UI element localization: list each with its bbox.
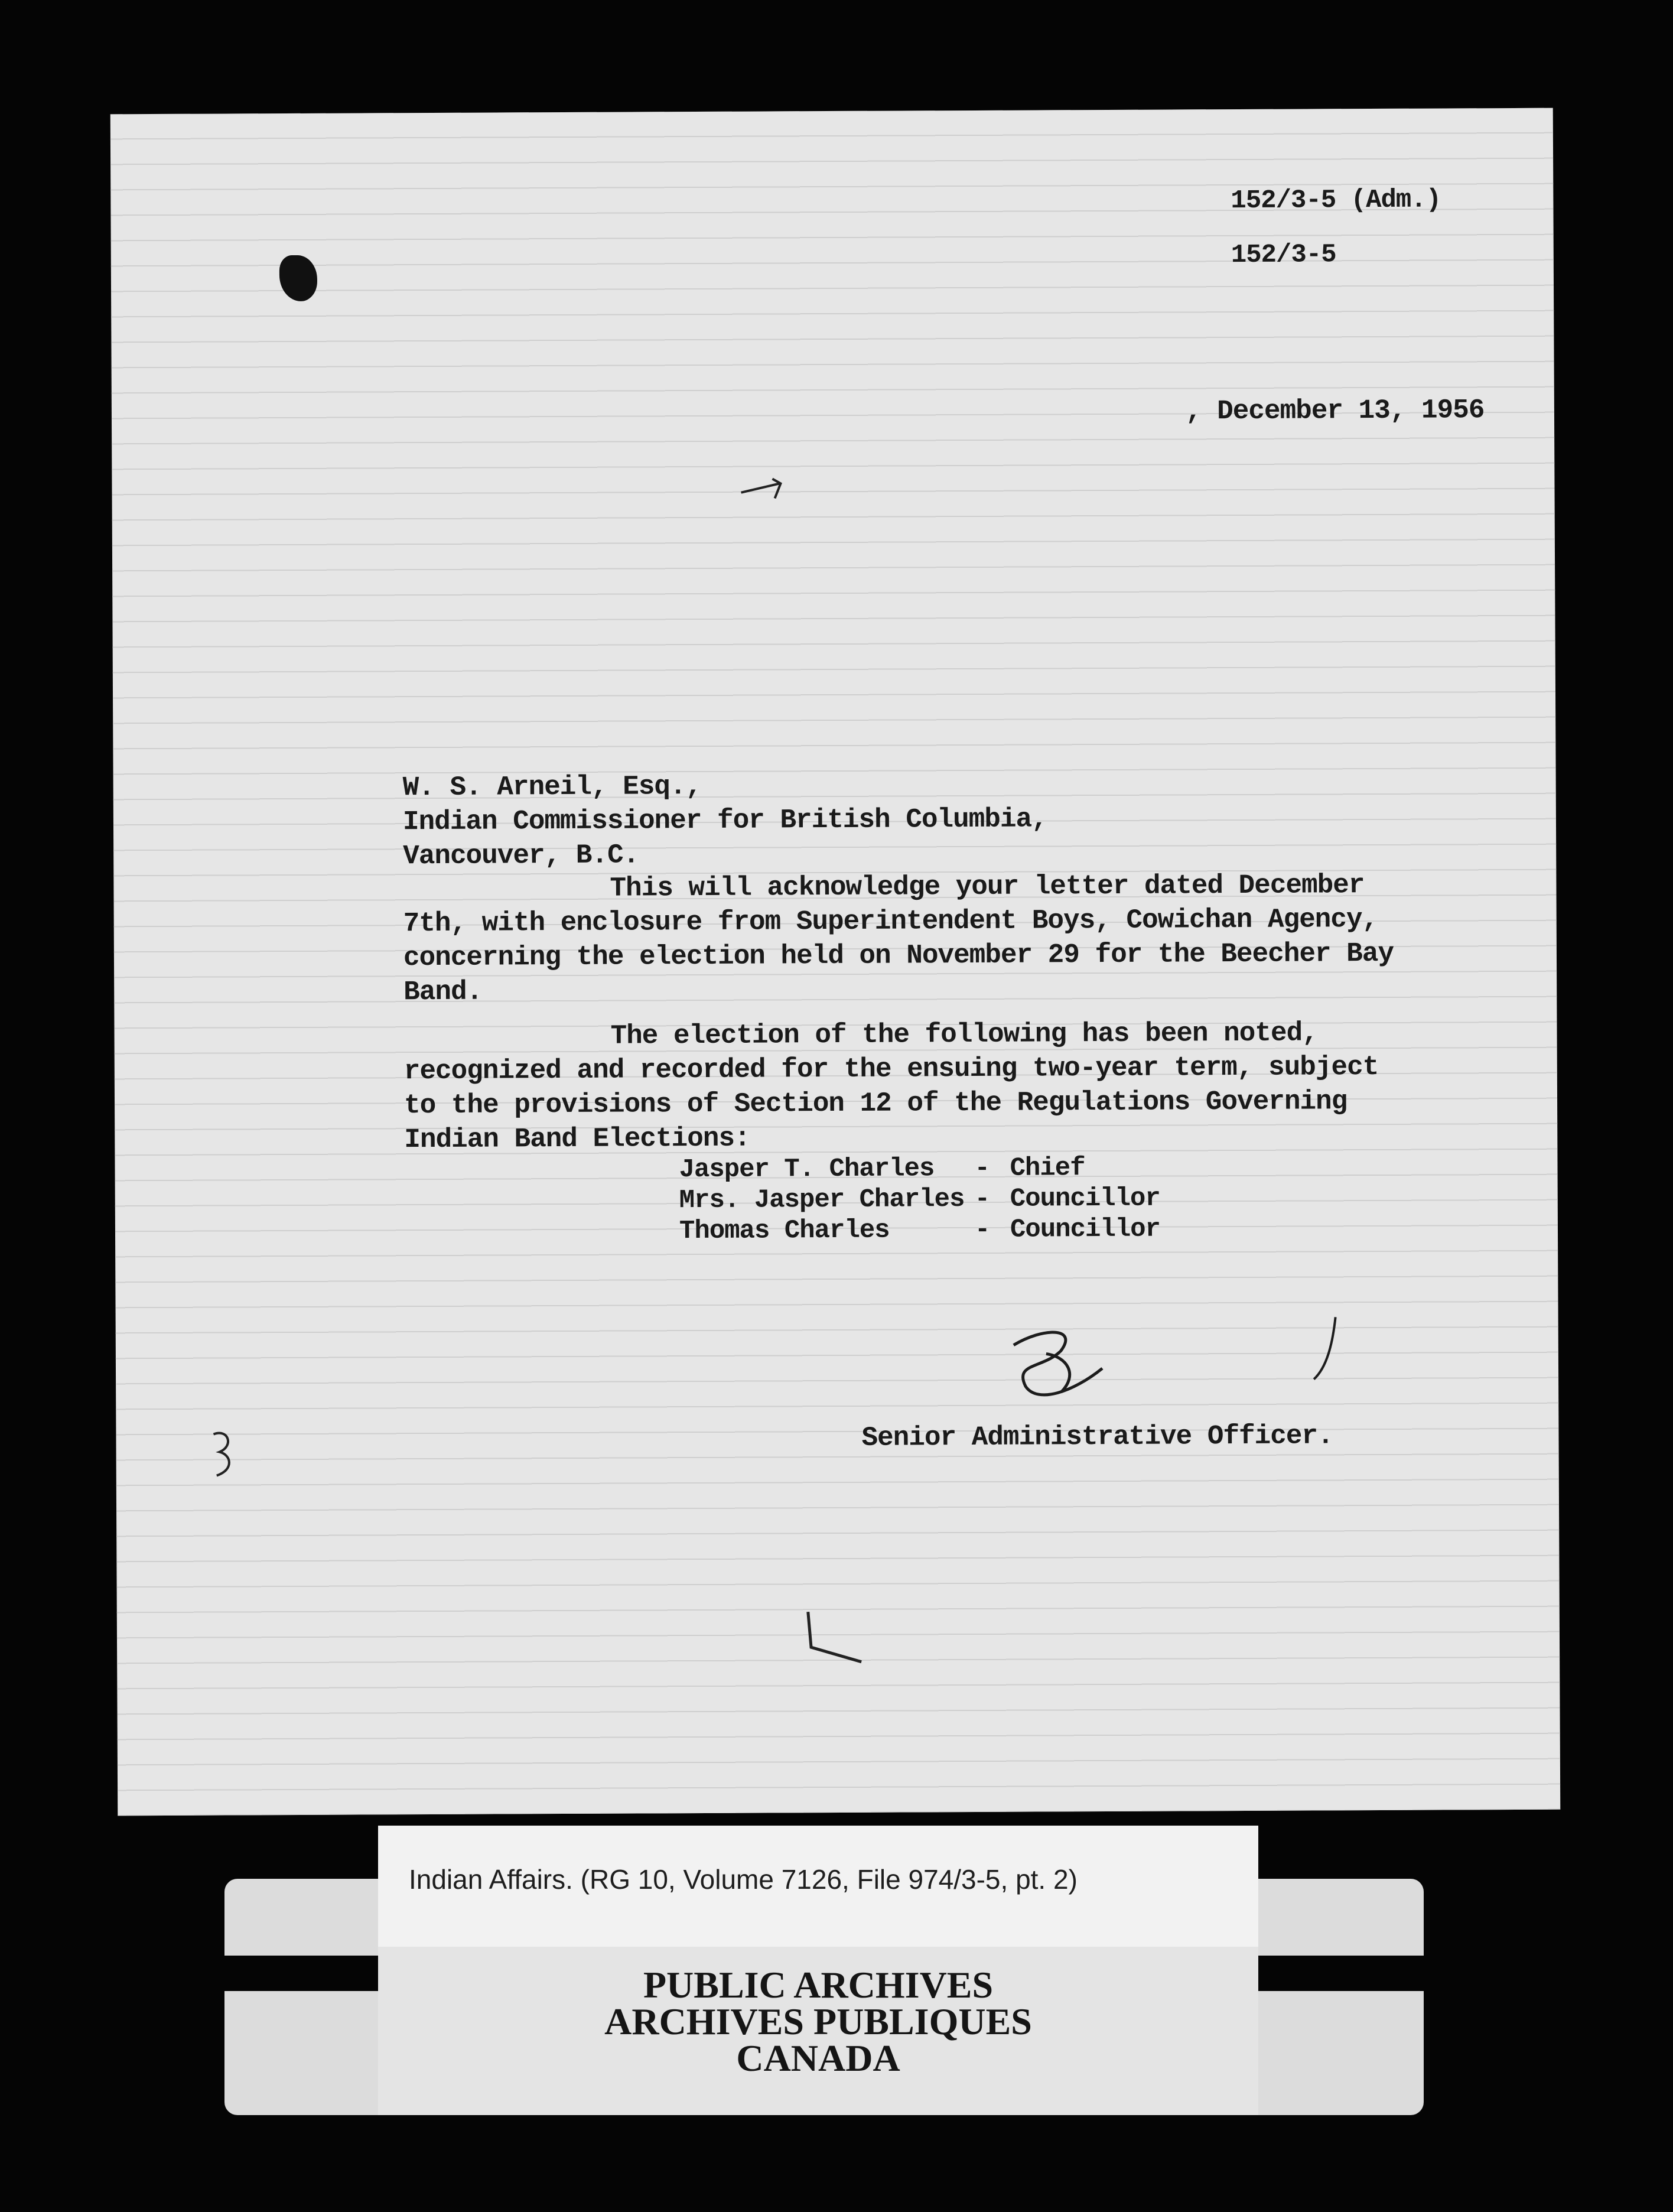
archive-citation: Indian Affairs. (RG 10, Volume 7126, File 974/3-5, pt. 2) xyxy=(409,1864,1078,1895)
address-line-2: Indian Commissioner for British Columbia, xyxy=(402,804,1047,838)
paragraph2-line-3: to the provisions of Section 12 of the Regulations Governing xyxy=(403,1086,1347,1121)
paragraph2-line-1: The election of the following has been noted, xyxy=(610,1017,1318,1052)
address-line-1: W. S. Arneil, Esq., xyxy=(402,770,702,804)
stamp-line-3: CANADA xyxy=(736,2037,900,2079)
official-name: Mrs. Jasper Charles xyxy=(679,1185,965,1216)
signature-title: Senior Administrative Officer. xyxy=(861,1420,1333,1453)
file-reference-1: 152/3-5 (Adm.) xyxy=(1231,185,1441,216)
stamp-line-1: PUBLIC ARCHIVES xyxy=(643,1964,994,2006)
paragraph-election xyxy=(403,1016,1378,1157)
letter-date: , December 13, 1956 xyxy=(1185,395,1485,427)
stamp-notch-right xyxy=(1258,1956,1424,1991)
recipient-address xyxy=(403,767,1048,873)
official-position: Chief xyxy=(1010,1153,1085,1183)
official-name: Jasper T. Charles xyxy=(679,1154,935,1185)
ink-blot xyxy=(279,255,317,301)
official-position: Councillor xyxy=(1010,1214,1161,1245)
official-row xyxy=(679,1214,1160,1247)
paragraph1-line-1: This will acknowledge your letter dated December xyxy=(610,870,1365,904)
official-dash: - xyxy=(974,1215,990,1245)
archive-citation-slip xyxy=(378,1826,1258,1947)
letter-page xyxy=(110,108,1561,1816)
paragraph-acknowledgement xyxy=(403,868,1394,1009)
margin-mark xyxy=(204,1422,246,1481)
official-row xyxy=(679,1153,1160,1186)
paragraph2-line-2: recognized and recorded for the ensuing two-year term, subject xyxy=(403,1051,1379,1087)
stamp-line-2: ARCHIVES PUBLIQUES xyxy=(604,2000,1032,2042)
paragraph1-line-2: 7th, with enclosure from Superintendent Boys, Cowichan Agency, xyxy=(403,903,1378,939)
pen-stroke xyxy=(1309,1314,1345,1385)
officials-list xyxy=(679,1153,1160,1247)
stamp-notch-left xyxy=(224,1956,378,1991)
paragraph2-line-4: Indian Band Elections: xyxy=(404,1123,750,1156)
official-name: Thomas Charles xyxy=(679,1215,890,1247)
file-reference-2: 152/3-5 xyxy=(1231,240,1336,271)
pencil-mark xyxy=(796,1606,879,1671)
archive-stamp xyxy=(378,1944,1258,2115)
official-dash: - xyxy=(974,1184,990,1214)
address-line-3: Vancouver, B.C. xyxy=(403,840,639,872)
handwritten-initials xyxy=(990,1321,1132,1416)
tick-mark xyxy=(738,466,791,507)
paragraph1-line-4: Band. xyxy=(403,976,483,1008)
official-dash: - xyxy=(974,1153,990,1183)
official-row xyxy=(679,1183,1160,1216)
paragraph1-line-3: concerning the election held on November 29 for the Beecher Bay xyxy=(403,938,1394,974)
official-position: Councillor xyxy=(1010,1183,1160,1214)
